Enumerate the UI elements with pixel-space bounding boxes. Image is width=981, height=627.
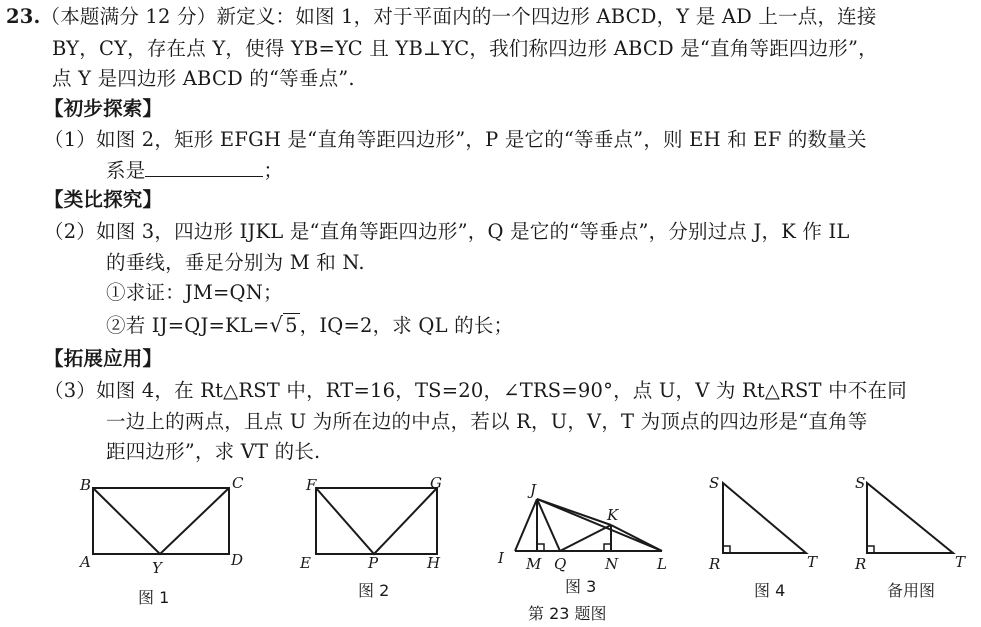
question-3-line-1: （3）如图 4，在 Rt△RST 中，RT=16，TS=20，∠TRS=90°，点 U，V 为 Rt△RST 中不在同	[44, 379, 907, 402]
figure-4-triangle	[723, 483, 806, 553]
label-k: K	[607, 506, 619, 524]
figure-2-rectangle	[316, 488, 437, 554]
figure-2-caption: 图 2	[358, 581, 390, 600]
question-2-line-1: （2）如图 3，四边形 IJKL 是“直角等距四边形”，Q 是它的“等垂点”，分别过点 J，K 作 IL	[44, 220, 850, 243]
figure-2	[316, 488, 437, 554]
question-1-text: 系是	[106, 159, 146, 182]
figure-spare	[867, 483, 953, 553]
figure-spare-triangle	[867, 483, 953, 553]
figure-4	[723, 483, 806, 553]
label-i: I	[498, 549, 504, 567]
figure-3-side-kl	[611, 525, 662, 551]
figures-group-caption: 第 23 题图	[528, 604, 607, 623]
label-n: N	[605, 555, 619, 573]
question-2-part-2-text: ②若 IJ=QJ=KL=	[106, 314, 270, 337]
label-s-spare: S	[855, 474, 866, 492]
label-a: A	[80, 553, 91, 571]
sqrt-sign: √	[269, 313, 284, 337]
figure-3-caption: 图 3	[565, 577, 597, 596]
question-1-line-1: （1）如图 2，矩形 EFGH 是“直角等距四边形”，P 是它的“等垂点”，则 EH 和 EF 的数量关	[44, 128, 867, 151]
figure-4-caption: 图 4	[754, 581, 786, 600]
figure-2-lines	[316, 488, 437, 554]
section-title-explore: 【初步探索】	[44, 97, 163, 120]
label-j: J	[530, 481, 537, 499]
section-title-extension: 【拓展应用】	[44, 347, 163, 370]
label-m: M	[526, 555, 542, 573]
figure-spare-right-angle	[867, 546, 874, 553]
label-p: P	[368, 554, 379, 572]
question-2-line-2: 的垂线，垂足分别为 M 和 N.	[106, 251, 365, 274]
figure-3-side-ij	[515, 499, 537, 551]
label-b: B	[80, 476, 92, 494]
problem-line-3: 点 Y 是四边形 ABCD 的“等垂点”.	[52, 67, 355, 90]
label-d: D	[231, 551, 244, 569]
figure-1	[93, 488, 229, 554]
label-s: S	[709, 474, 720, 492]
label-f: F	[306, 476, 317, 494]
figure-3-side-jk	[537, 499, 611, 525]
figure-4-right-angle	[723, 546, 730, 553]
label-y: Y	[152, 559, 162, 577]
label-e: E	[300, 554, 311, 572]
figure-1-rectangle	[93, 488, 229, 554]
section-title-analogy: 【类比探究】	[44, 188, 163, 211]
label-h: H	[427, 554, 441, 572]
figure-3	[515, 499, 662, 551]
problem-line-2: BY，CY，存在点 Y，使得 YB=YC 且 YB⊥YC，我们称四边形 ABCD 是“直角等距四边形”，	[52, 37, 878, 60]
problem-number: 23.	[6, 5, 41, 28]
question-3-line-3: 距四边形”，求 VT 的长.	[106, 440, 321, 463]
question-1-end: ；	[263, 159, 284, 182]
figure-spare-caption: 备用图	[887, 581, 936, 600]
label-g: G	[430, 474, 442, 492]
label-q: Q	[554, 555, 567, 573]
problem-text-1: （本题满分 12 分）新定义：如图 1，对于平面内的一个四边形 ABCD，Y 是 AD 上一点，连接	[40, 5, 877, 28]
figure-3-right-angle-m	[537, 544, 544, 551]
label-c: C	[232, 474, 244, 492]
figure-1-lines	[93, 488, 229, 554]
label-t: T	[807, 553, 818, 571]
sqrt-radicand: 5	[285, 314, 298, 337]
label-t-spare: T	[955, 553, 966, 571]
question-3-line-2: 一边上的两点，且点 U 为所在边的中点，若以 R，U，V，T 为顶点的四边形是“直角等	[106, 410, 868, 433]
figure-3-right-angle-n	[604, 544, 611, 551]
label-r-spare: R	[855, 555, 867, 573]
label-l: L	[657, 555, 667, 573]
label-r: R	[709, 555, 721, 573]
figure-1-caption: 图 1	[138, 588, 170, 607]
question-2-part-1: ①求证：JM=QN；	[106, 281, 283, 304]
question-2-part-2-end: ，IQ=2，求 QL 的长；	[299, 314, 514, 337]
